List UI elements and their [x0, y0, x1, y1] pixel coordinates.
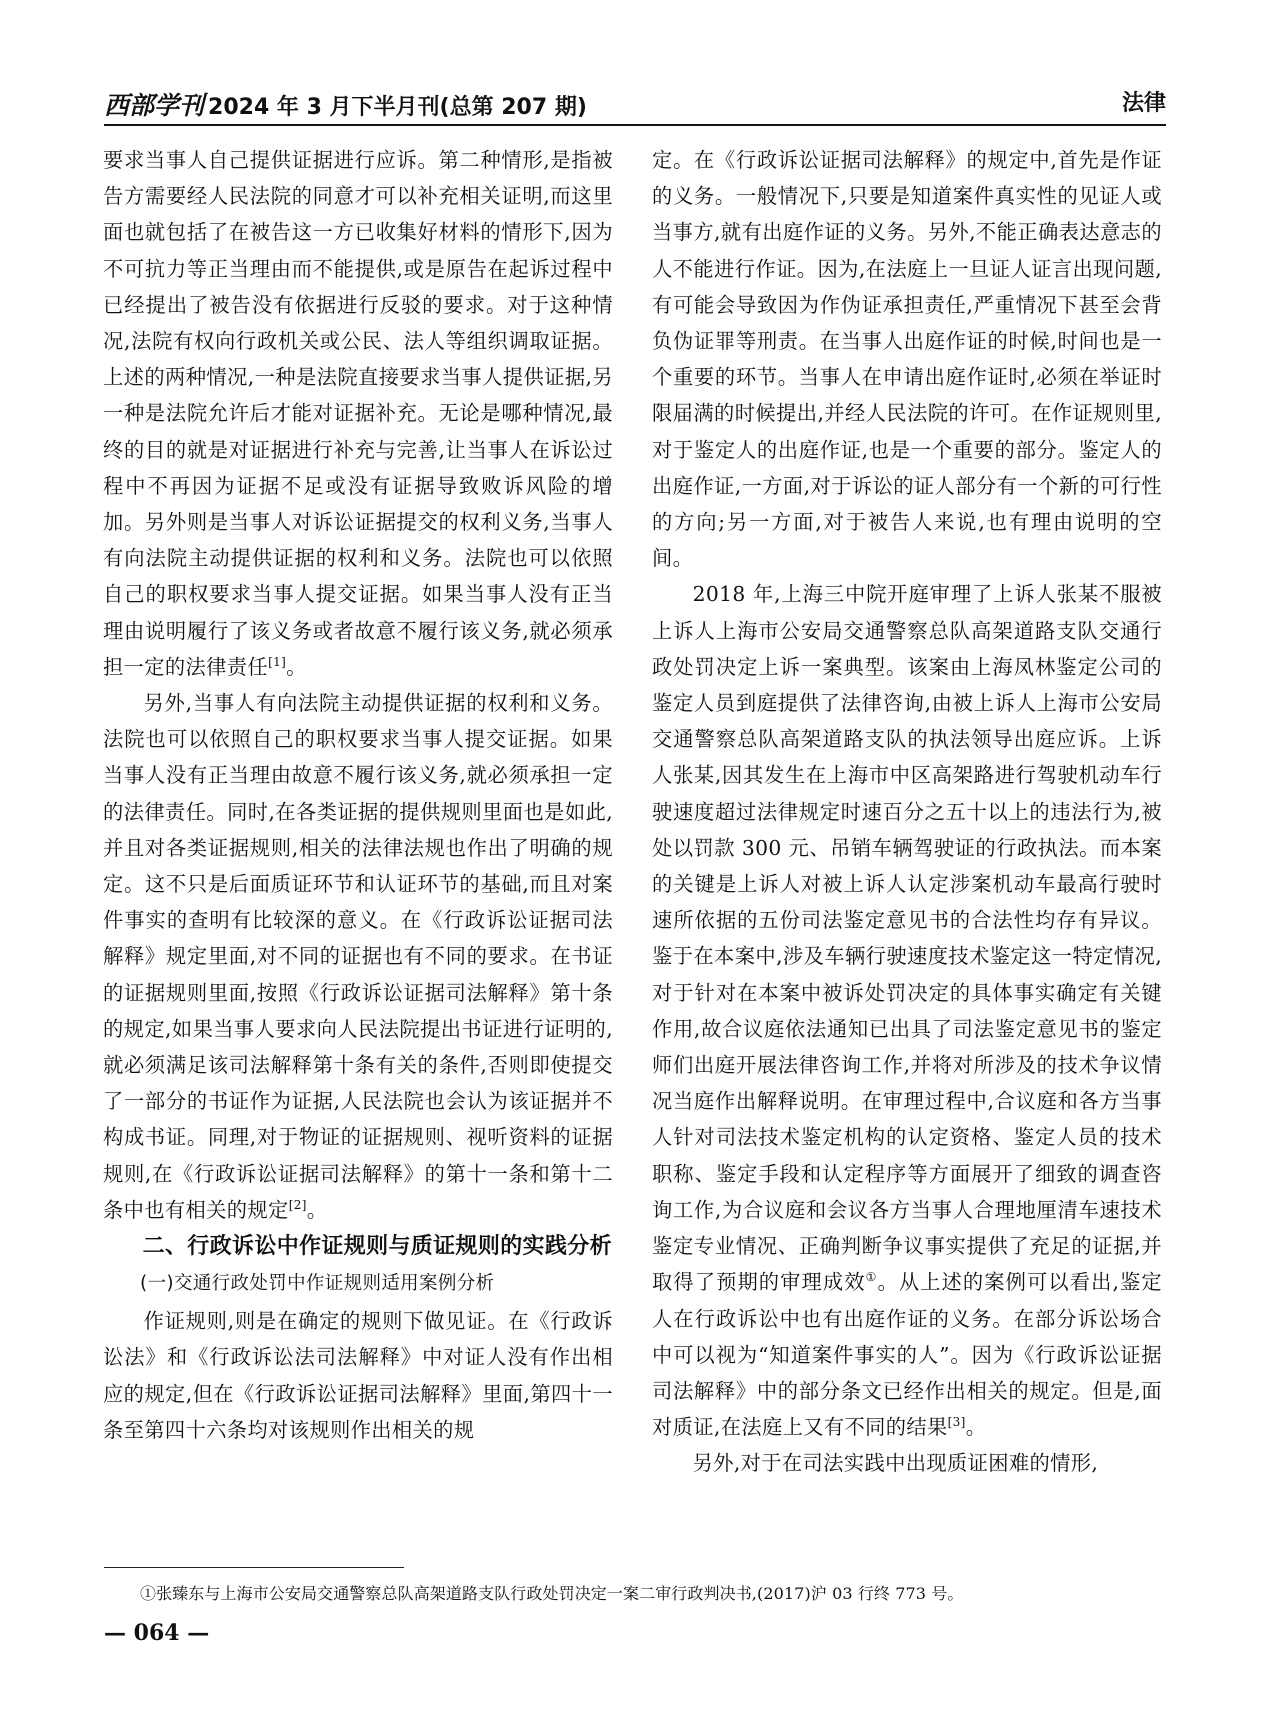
paragraph: 作证规则,则是在确定的规则下做见证。在《行政诉讼法》和《行政诉讼法司法解释》中对证人没有作出相应的规定,但在《行政诉讼证据司法解释》里面,第四十一条至第四十六条均对该规则作出相关的规: [103, 1309, 613, 1442]
footnote-rule: [104, 1567, 404, 1568]
header-rule: [104, 124, 1166, 126]
section-label: 法律: [1121, 91, 1166, 116]
paragraph: 2018 年,上海三中院开庭审理了上诉人张某不服被上诉人上海市公安局交通警察总队高架道路支队交通行政处罚决定上诉一案典型。该案由上海凤林鉴定公司的鉴定人员到庭提供了法律咨询,由被上诉人上海市公安局交通警察总队高架道路支队的执法领导出庭应诉。上诉人张某,因其发生在上海市中区高架路进行驾驶机动车行驶速度超过法律规定时速百分之五十以上的违法行为,被处以罚款 300 元、吊销车辆驾驶证的行政执法。而本案的关键是上诉人对被上诉人认定涉案机动车最高行驶时速所依据的五份司法鉴定意见书的合法性均存有异议。鉴于在本案中,涉及车辆行驶速度技术鉴定这一特定情况,对于针对在本案中被诉处罚决定的具体事实确定有关键作用,故合议庭依法通知已出具了司法鉴定意见书的鉴定师们出庭开展法律咨询工作,并将对所涉及的技术争议情况当庭作出解释说明。在审理过程中,合议庭和各方当事人针对司法技术鉴定机构的认定资格、鉴定人员的技术职称、鉴定手段和认定程序等方面展开了细致的调查咨询工作,为合议庭和会议各方当事人合理地厘清车速技术鉴定专业情况、正确判断争议事实提供了充足的证据,并取得了预期的审理成效①。从上述的案例可以看出,鉴定人在行政诉讼中也有出庭作证的义务。在部分诉讼场合中可以视为“知道案件事实的人”。因为《行政诉讼证据司法解释》中的部分条文已经作出相关的规定。但是,面对质证,在法庭上又有不同的结果[3]。: [652, 582, 1162, 1440]
citation-ref: [2]: [288, 1198, 307, 1213]
left-column: [103, 142, 613, 1448]
footnote-marker: ①: [865, 1270, 878, 1285]
footnote: ①张臻东与上海市公安局交通警察总队高架道路支队行政处罚决定一案二审行政判决书,(2017)沪 03 行终 773 号。: [140, 1584, 964, 1603]
citation-ref: [1]: [268, 655, 287, 670]
running-header: [104, 86, 1166, 122]
subsection-heading: (一)交通行政处罚中作证规则适用案例分析: [140, 1273, 495, 1295]
right-column: [652, 142, 1162, 1482]
section-heading: 二、行政诉讼中作证规则与质证规则的实践分析: [142, 1234, 612, 1260]
paragraph: 另外,当事人有向法院主动提供证据的权利和义务。法院也可以依照自己的职权要求当事人提交证据。如果当事人没有正当理由故意不履行该义务,就必须承担一定的法律责任。同时,在各类证据的提供规则里面也是如此,并且对各类证据规则,相关的法律法规也作出了明确的规定。这不只是后面质证环节和认证环节的基础,而且对案件事实的查明有比较深的意义。在《行政诉讼证据司法解释》规定里面,对不同的证据也有不同的要求。在书证的证据规则里面,按照《行政诉讼证据司法解释》第十条的规定,如果当事人要求向人民法院提出书证进行证明的,就必须满足该司法解释第十条有关的条件,否则即使提交了一部分的书证作为证据,人民法院也会认为该证据并不构成书证。同理,对于物证的证据规则、视听资料的证据规则,在《行政诉讼证据司法解释》的第十一条和第十二条中也有相关的规定[2]。: [103, 691, 613, 1222]
journal-issue: 2024 年 3 月下半月刊(总第 207 期): [208, 95, 587, 120]
paragraph: 要求当事人自己提供证据进行应诉。第二种情形,是指被告方需要经人民法院的同意才可以补充相关证明,而这里面也就包括了在被告这一方已收集好材料的情形下,因为不可抗力等正当理由而不能提供,或是原告在起诉过程中已经提出了被告没有依据进行反驳的要求。对于这种情况,法院有权向行政机关或公民、法人等组织调取证据。上述的两种情况,一种是法院直接要求当事人提供证据,另一种是法院允许后才能对证据补充。无论是哪种情况,最终的目的就是对证据进行补充与完善,让当事人在诉讼过程中不再因为证据不足或没有证据导致败诉风险的增加。另外则是当事人对诉讼证据提交的权利义务,当事人有向法院主动提供证据的权利和义务。法院也可以依照自己的职权要求当事人提交证据。如果当事人没有正当理由说明履行了该义务或者故意不履行该义务,就必须承担一定的法律责任[1]。: [103, 148, 613, 679]
journal-title: [104, 86, 587, 122]
journal-logo: 西部学刊: [104, 91, 205, 120]
page-number: — 064 —: [104, 1620, 210, 1646]
paragraph: 定。在《行政诉讼证据司法解释》的规定中,首先是作证的义务。一般情况下,只要是知道案件真实性的见证人或当事方,就有出庭作证的义务。另外,不能正确表达意志的人不能进行作证。因为,在法庭上一旦证人证言出现问题,有可能会导致因为作伪证承担责任,严重情况下甚至会背负伪证罪等刑责。在当事人出庭作证的时候,时间也是一个重要的环节。当事人在申请出庭作证时,必须在举证时限届满的时候提出,并经人民法院的许可。在作证规则里,对于鉴定人的出庭作证,也是一个重要的部分。鉴定人的出庭作证,一方面,对于诉讼的证人部分有一个新的可行性的方向;另一方面,对于被告人来说,也有理由说明的空间。: [652, 148, 1162, 571]
paragraph: 另外,对于在司法实践中出现质证困难的情形,: [692, 1451, 1099, 1476]
citation-ref: [3]: [947, 1415, 966, 1430]
